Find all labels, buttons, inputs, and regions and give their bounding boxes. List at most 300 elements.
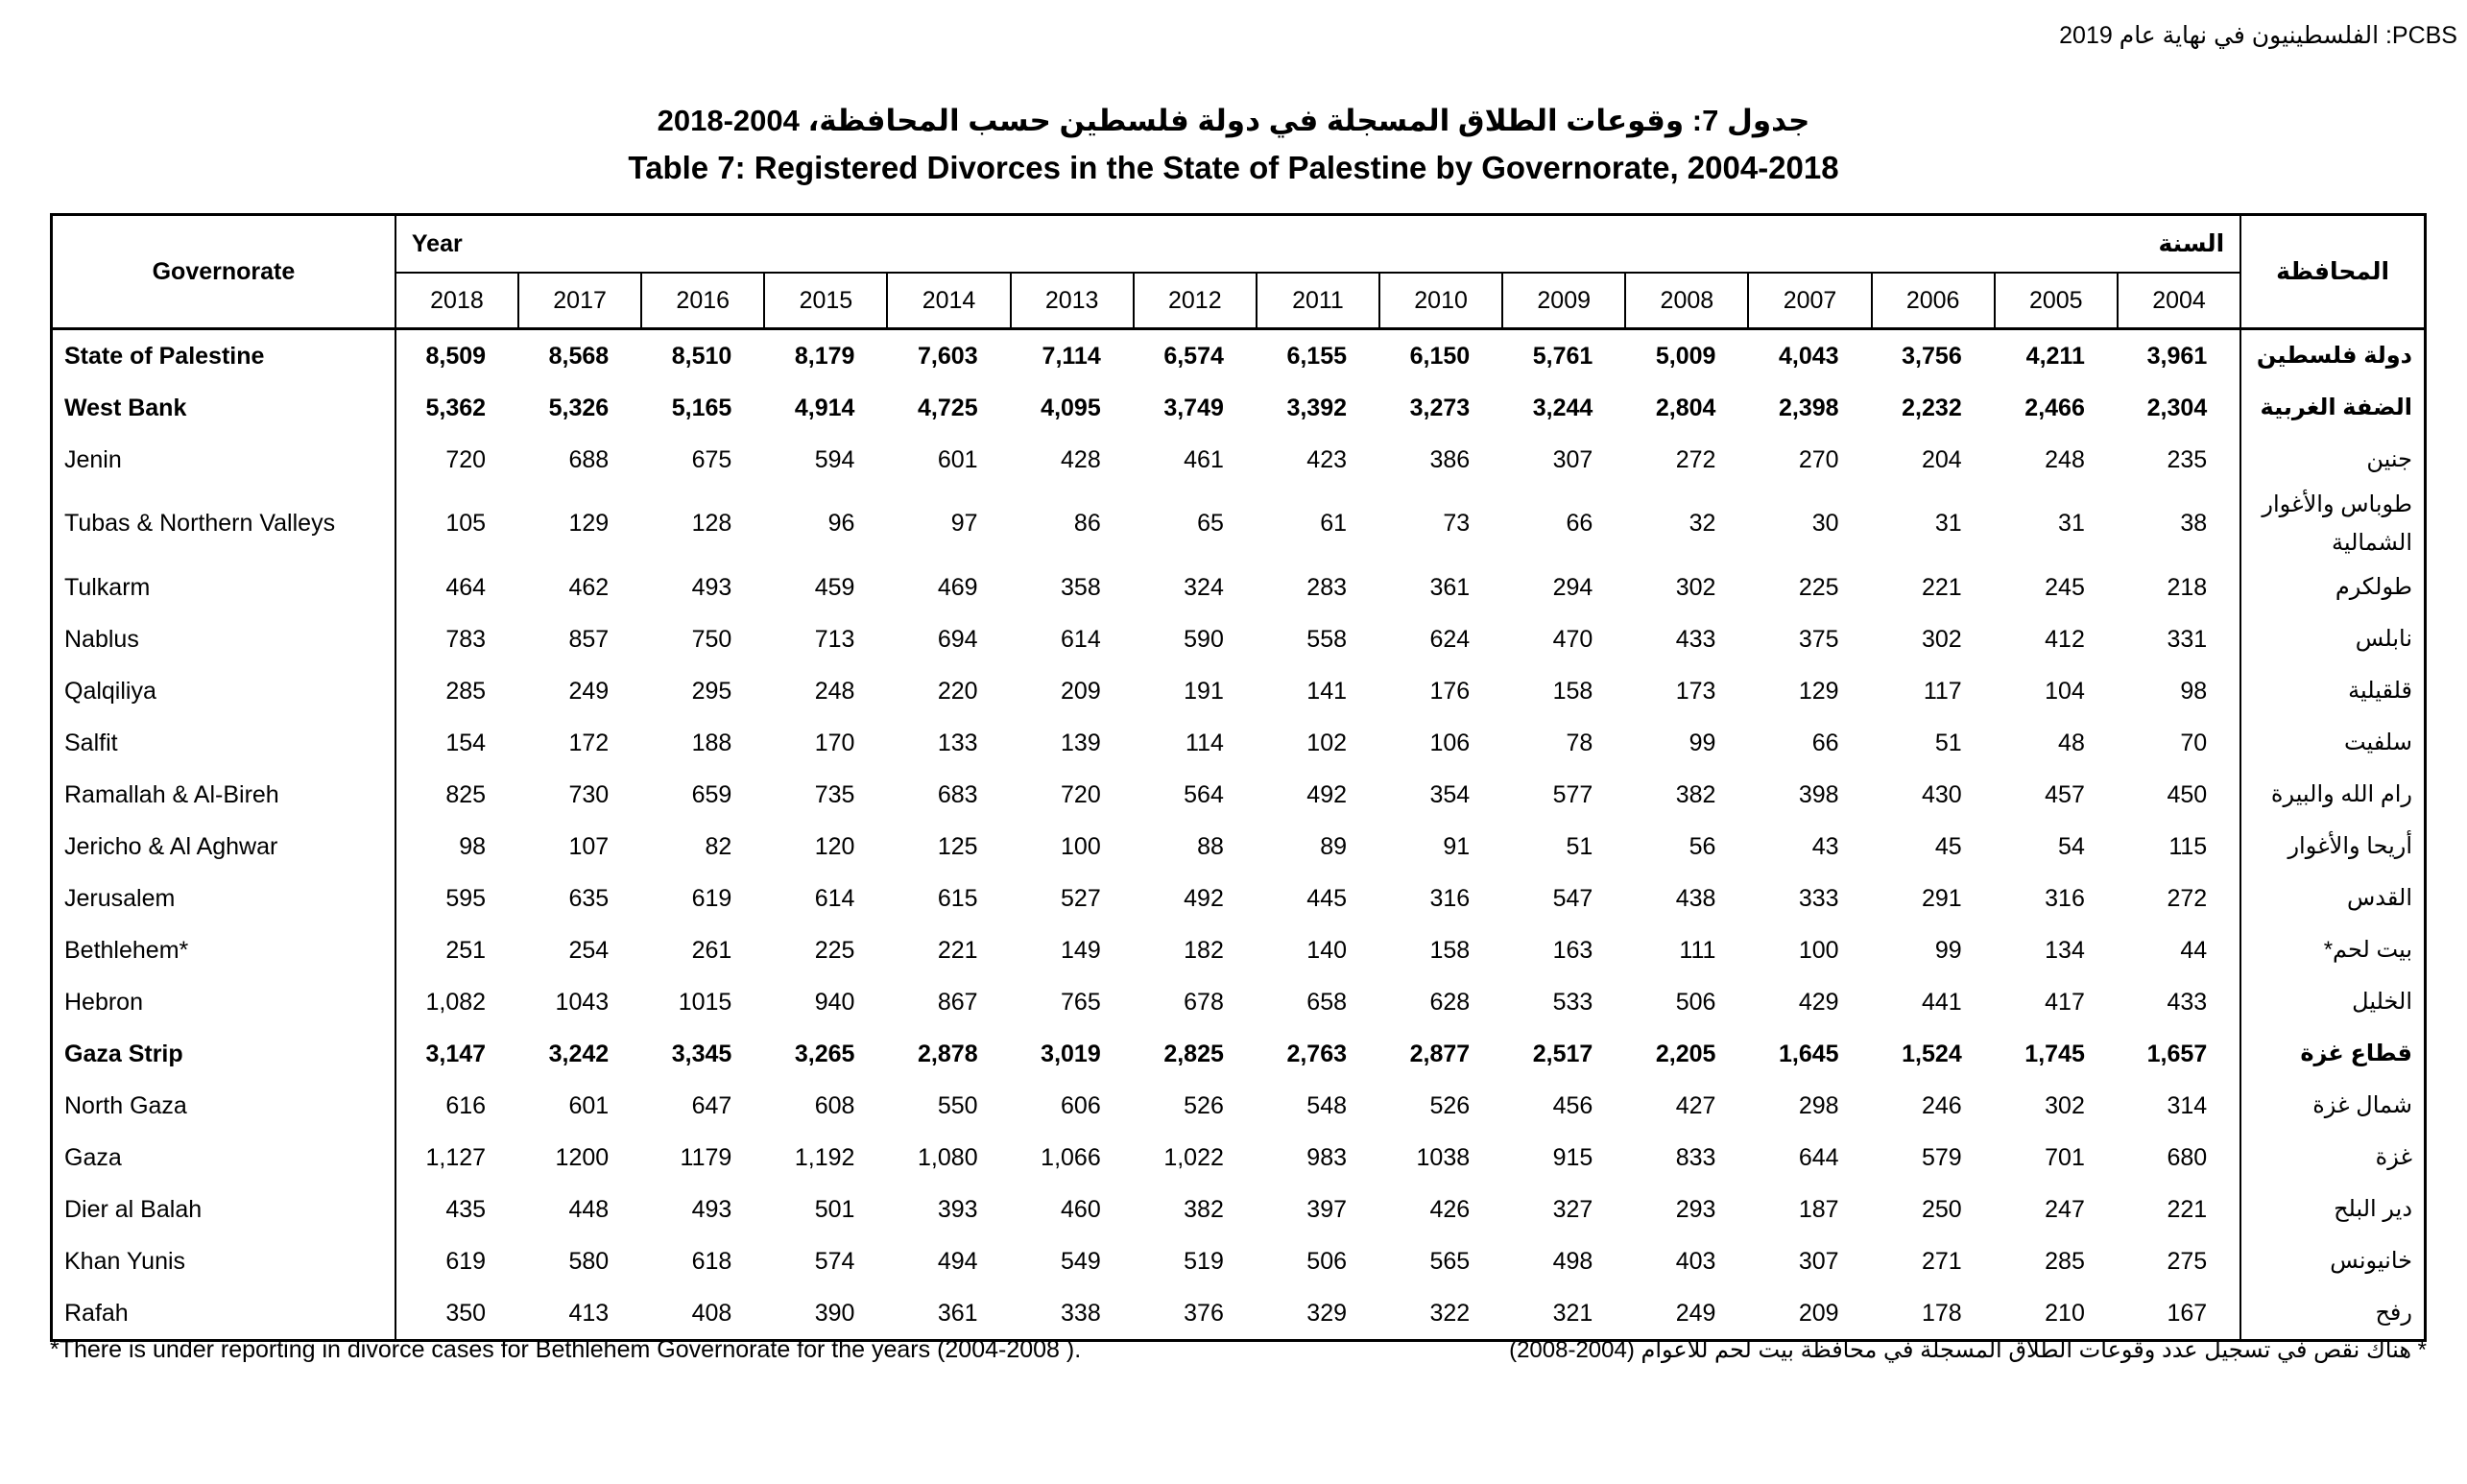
governorate-name-ar: رفح xyxy=(2240,1287,2425,1341)
governorate-name-en: Bethlehem* xyxy=(52,924,395,976)
divorce-count-cell: 506 xyxy=(1675,988,1716,1016)
divorce-count-cell: 398 xyxy=(1798,780,1839,808)
divorce-count-cell: 82 xyxy=(705,832,732,860)
divorce-count-cell: 120 xyxy=(814,832,855,860)
divorce-count-cell: 129 xyxy=(568,510,610,538)
governorate-name-en: Gaza xyxy=(52,1132,395,1184)
divorce-count-cell: 285 xyxy=(2045,1247,2085,1275)
year-header-row xyxy=(52,273,2426,329)
divorce-count-cell: 469 xyxy=(937,573,978,601)
divorce-count-cell: 493 xyxy=(691,573,732,601)
divorce-count-cell: 48 xyxy=(2058,729,2085,756)
divorce-count-cell: 3,147 xyxy=(425,1040,487,1067)
governorate-name-en: Tulkarm xyxy=(52,562,395,613)
divorce-count-cell: 333 xyxy=(1798,884,1839,912)
divorce-count-cell: 91 xyxy=(1443,832,1471,860)
divorce-count-cell: 915 xyxy=(1552,1143,1593,1171)
year-column-header: 2012 xyxy=(1134,273,1257,329)
divorce-count-cell: 327 xyxy=(1552,1195,1593,1223)
table-header xyxy=(52,215,2426,329)
divorce-count-cell: 470 xyxy=(1552,625,1593,653)
table-row xyxy=(52,1080,2426,1132)
year-band-inner xyxy=(396,229,2239,258)
governorate-name-ar: دولة فلسطين xyxy=(2240,329,2425,383)
divorce-count-cell: 393 xyxy=(937,1195,978,1223)
divorce-count-cell: 154 xyxy=(445,729,487,756)
divorce-count-cell: 720 xyxy=(1061,780,1101,808)
divorce-count-cell: 833 xyxy=(1675,1143,1716,1171)
governorate-name-en: Tubas & Northern Valleys xyxy=(52,486,395,562)
divorce-count-cell: 6,150 xyxy=(1409,342,1471,370)
divorce-count-cell: 158 xyxy=(1429,936,1471,964)
divorce-count-cell: 254 xyxy=(568,936,610,964)
divorce-count-cell: 616 xyxy=(445,1091,487,1119)
divorce-count-cell: 102 xyxy=(1306,729,1348,756)
divorce-count-cell: 720 xyxy=(445,445,487,473)
year-band-label-en: Year xyxy=(411,229,463,257)
divorce-count-cell: 3,244 xyxy=(1532,394,1593,421)
divorce-count-cell: 445 xyxy=(1306,884,1348,912)
table-row xyxy=(52,562,2426,613)
divorce-count-cell: 5,009 xyxy=(1655,342,1716,370)
divorces-table xyxy=(50,213,2427,1342)
divorce-count-cell: 99 xyxy=(1934,936,1962,964)
divorce-count-cell: 3,273 xyxy=(1409,394,1471,421)
divorce-count-cell: 66 xyxy=(1566,510,1593,538)
governorate-name-en: West Bank xyxy=(52,382,395,434)
divorce-count-cell: 549 xyxy=(1061,1247,1101,1275)
divorce-count-cell: 98 xyxy=(459,832,487,860)
divorce-count-cell: 248 xyxy=(2045,445,2085,473)
table-row xyxy=(52,382,2426,434)
divorce-count-cell: 114 xyxy=(1186,729,1224,756)
table-row xyxy=(52,329,2426,383)
divorces-table-wrapper xyxy=(50,213,2427,1342)
divorce-count-cell: 6,155 xyxy=(1286,342,1348,370)
divorce-count-cell: 619 xyxy=(691,884,732,912)
divorce-count-cell: 680 xyxy=(2167,1143,2208,1171)
table-row xyxy=(52,665,2426,717)
divorce-count-cell: 526 xyxy=(1429,1091,1471,1119)
divorce-count-cell: 579 xyxy=(1922,1143,1962,1171)
divorce-count-cell: 45 xyxy=(1934,832,1962,860)
divorce-count-cell: 188 xyxy=(691,729,732,756)
divorce-count-cell: 178 xyxy=(1922,1299,1962,1327)
divorce-count-cell: 857 xyxy=(568,625,610,653)
divorce-count-cell: 248 xyxy=(814,677,855,705)
divorce-count-cell: 133 xyxy=(937,729,978,756)
divorce-count-cell: 314 xyxy=(2167,1091,2208,1119)
divorce-count-cell: 450 xyxy=(2167,780,2208,808)
divorce-count-cell: 526 xyxy=(1184,1091,1224,1119)
divorce-count-cell: 408 xyxy=(691,1299,732,1327)
divorce-count-cell: 1,082 xyxy=(425,988,487,1016)
divorce-count-cell: 272 xyxy=(1675,445,1716,473)
governorate-name-en: Dier al Balah xyxy=(52,1184,395,1235)
divorce-count-cell: 3,019 xyxy=(1041,1040,1101,1067)
divorce-count-cell: 590 xyxy=(1184,625,1224,653)
divorce-count-cell: 3,345 xyxy=(671,1040,732,1067)
divorce-count-cell: 316 xyxy=(1429,884,1471,912)
table-row xyxy=(52,821,2426,873)
divorce-count-cell: 825 xyxy=(445,780,487,808)
divorce-count-cell: 730 xyxy=(568,780,610,808)
divorce-count-cell: 1,745 xyxy=(2024,1040,2085,1067)
divorce-count-cell: 659 xyxy=(691,780,732,808)
divorce-count-cell: 361 xyxy=(937,1299,978,1327)
divorce-count-cell: 307 xyxy=(1552,445,1593,473)
divorce-count-cell: 271 xyxy=(1922,1247,1962,1275)
divorce-count-cell: 98 xyxy=(2180,677,2208,705)
divorce-count-cell: 51 xyxy=(1934,729,1962,756)
governorate-name-en: State of Palestine xyxy=(52,329,395,383)
divorce-count-cell: 783 xyxy=(445,625,487,653)
divorce-count-cell: 580 xyxy=(568,1247,610,1275)
divorce-count-cell: 86 xyxy=(1073,510,1101,538)
year-column-header: 2007 xyxy=(1748,273,1871,329)
divorce-count-cell: 492 xyxy=(1306,780,1348,808)
divorce-count-cell: 293 xyxy=(1675,1195,1716,1223)
divorce-count-cell: 1,080 xyxy=(918,1143,978,1171)
divorce-count-cell: 533 xyxy=(1552,988,1593,1016)
divorce-count-cell: 7,603 xyxy=(918,342,978,370)
governorate-name-en: Rafah xyxy=(52,1287,395,1341)
table-body xyxy=(52,329,2426,1341)
divorce-count-cell: 235 xyxy=(2167,445,2208,473)
divorce-count-cell: 225 xyxy=(1798,573,1839,601)
divorce-count-cell: 191 xyxy=(1184,677,1224,705)
divorce-count-cell: 8,509 xyxy=(425,342,487,370)
divorce-count-cell: 204 xyxy=(1922,445,1962,473)
governorate-name-ar: بيت لحم* xyxy=(2240,924,2425,976)
divorce-count-cell: 1,524 xyxy=(1902,1040,1962,1067)
governorate-name-ar: طولكرم xyxy=(2240,562,2425,613)
divorce-count-cell: 139 xyxy=(1061,729,1101,756)
governorate-name-ar: دير البلح xyxy=(2240,1184,2425,1235)
divorce-count-cell: 88 xyxy=(1197,832,1224,860)
governorate-name-ar: أريحا والأغوار xyxy=(2240,821,2425,873)
divorce-count-cell: 61 xyxy=(1320,510,1348,538)
divorce-count-cell: 251 xyxy=(445,936,487,964)
governorate-column-header-arabic: المحافظة xyxy=(2240,215,2425,329)
divorce-count-cell: 459 xyxy=(814,573,855,601)
divorce-count-cell: 38 xyxy=(2180,510,2208,538)
divorce-count-cell: 619 xyxy=(445,1247,487,1275)
divorce-count-cell: 694 xyxy=(937,625,978,653)
divorce-count-cell: 2,232 xyxy=(1902,394,1962,421)
year-column-header: 2010 xyxy=(1379,273,1502,329)
divorce-count-cell: 1,127 xyxy=(425,1143,487,1171)
divorce-count-cell: 2,398 xyxy=(1779,394,1839,421)
divorce-count-cell: 506 xyxy=(1306,1247,1348,1275)
table-row xyxy=(52,717,2426,769)
divorce-count-cell: 210 xyxy=(2045,1299,2085,1327)
divorce-count-cell: 338 xyxy=(1061,1299,1101,1327)
year-column-header: 2005 xyxy=(1995,273,2118,329)
divorce-count-cell: 173 xyxy=(1675,677,1716,705)
divorce-count-cell: 97 xyxy=(950,510,978,538)
divorce-count-cell: 413 xyxy=(568,1299,610,1327)
divorce-count-cell: 750 xyxy=(691,625,732,653)
divorce-count-cell: 3,265 xyxy=(794,1040,855,1067)
table-row xyxy=(52,769,2426,821)
divorce-count-cell: 2,804 xyxy=(1655,394,1716,421)
divorce-count-cell: 43 xyxy=(1811,832,1839,860)
governorate-name-ar: قلقيلية xyxy=(2240,665,2425,717)
divorce-count-cell: 182 xyxy=(1184,936,1224,964)
divorce-count-cell: 307 xyxy=(1798,1247,1839,1275)
divorce-count-cell: 117 xyxy=(1923,677,1962,705)
divorce-count-cell: 577 xyxy=(1552,780,1593,808)
divorce-count-cell: 225 xyxy=(814,936,855,964)
divorce-count-cell: 3,749 xyxy=(1163,394,1224,421)
divorce-count-cell: 295 xyxy=(691,677,732,705)
divorce-count-cell: 163 xyxy=(1552,936,1593,964)
divorce-count-cell: 187 xyxy=(1798,1195,1839,1223)
divorce-count-cell: 574 xyxy=(814,1247,855,1275)
divorce-count-cell: 456 xyxy=(1552,1091,1593,1119)
divorce-count-cell: 2,466 xyxy=(2024,394,2085,421)
governorate-name-en: Qalqiliya xyxy=(52,665,395,717)
divorce-count-cell: 302 xyxy=(2045,1091,2085,1119)
divorce-count-cell: 550 xyxy=(937,1091,978,1119)
footnotes xyxy=(50,1336,2427,1364)
divorce-count-cell: 501 xyxy=(814,1195,855,1223)
divorce-count-cell: 134 xyxy=(2045,936,2085,964)
divorce-count-cell: 354 xyxy=(1429,780,1471,808)
divorce-count-cell: 1200 xyxy=(555,1143,610,1171)
year-column-header: 2015 xyxy=(764,273,887,329)
divorce-count-cell: 247 xyxy=(2045,1195,2085,1223)
header-band-row xyxy=(52,215,2426,274)
divorce-count-cell: 433 xyxy=(2167,988,2208,1016)
divorce-count-cell: 54 xyxy=(2058,832,2085,860)
divorce-count-cell: 270 xyxy=(1798,445,1839,473)
divorce-count-cell: 5,326 xyxy=(548,394,610,421)
governorate-name-ar: طوباس والأغوار الشمالية xyxy=(2240,486,2425,562)
divorce-count-cell: 441 xyxy=(1922,988,1962,1016)
divorce-count-cell: 5,362 xyxy=(425,394,487,421)
divorce-count-cell: 1,022 xyxy=(1163,1143,1224,1171)
divorce-count-cell: 170 xyxy=(814,729,855,756)
divorce-count-cell: 2,517 xyxy=(1532,1040,1593,1067)
divorce-count-cell: 51 xyxy=(1566,832,1593,860)
divorce-count-cell: 601 xyxy=(937,445,978,473)
divorce-count-cell: 4,095 xyxy=(1041,394,1101,421)
divorce-count-cell: 221 xyxy=(2167,1195,2208,1223)
year-band-cell xyxy=(395,215,2240,274)
divorce-count-cell: 558 xyxy=(1306,625,1348,653)
divorce-count-cell: 519 xyxy=(1184,1247,1224,1275)
divorce-count-cell: 375 xyxy=(1798,625,1839,653)
divorce-count-cell: 96 xyxy=(827,510,855,538)
divorce-count-cell: 713 xyxy=(814,625,855,653)
divorce-count-cell: 149 xyxy=(1061,936,1101,964)
governorate-name-ar: قطاع غزة xyxy=(2240,1028,2425,1080)
divorce-count-cell: 448 xyxy=(568,1195,610,1223)
year-column-header: 2014 xyxy=(887,273,1010,329)
divorce-count-cell: 615 xyxy=(937,884,978,912)
governorate-name-ar: القدس xyxy=(2240,873,2425,924)
divorce-count-cell: 115 xyxy=(2168,832,2208,860)
divorce-count-cell: 3,242 xyxy=(548,1040,610,1067)
table-title-arabic: جدول 7: وقوعات الطلاق المسجلة في دولة فلسطين حسب المحافظة، 2004-2018 xyxy=(657,104,1810,137)
divorce-count-cell: 261 xyxy=(691,936,732,964)
divorce-count-cell: 104 xyxy=(2045,677,2085,705)
divorce-count-cell: 8,510 xyxy=(671,342,732,370)
year-column-header: 2011 xyxy=(1257,273,1379,329)
divorce-count-cell: 283 xyxy=(1306,573,1348,601)
divorce-count-cell: 412 xyxy=(2045,625,2085,653)
divorce-count-cell: 595 xyxy=(445,884,487,912)
divorce-count-cell: 427 xyxy=(1675,1091,1716,1119)
divorce-count-cell: 492 xyxy=(1184,884,1224,912)
governorate-name-ar: الخليل xyxy=(2240,976,2425,1028)
divorce-count-cell: 2,205 xyxy=(1655,1040,1716,1067)
governorate-name-ar: الضفة الغربية xyxy=(2240,382,2425,434)
divorce-count-cell: 30 xyxy=(1811,510,1839,538)
divorce-count-cell: 89 xyxy=(1320,832,1348,860)
divorce-count-cell: 8,568 xyxy=(548,342,610,370)
divorce-count-cell: 382 xyxy=(1184,1195,1224,1223)
divorce-count-cell: 438 xyxy=(1675,884,1716,912)
divorce-count-cell: 78 xyxy=(1566,729,1593,756)
divorce-count-cell: 417 xyxy=(2045,988,2085,1016)
divorce-count-cell: 172 xyxy=(568,729,610,756)
divorce-count-cell: 430 xyxy=(1922,780,1962,808)
divorce-count-cell: 302 xyxy=(1675,573,1716,601)
divorce-count-cell: 245 xyxy=(2045,573,2085,601)
divorce-count-cell: 564 xyxy=(1184,780,1224,808)
governorate-name-en: Jericho & Al Aghwar xyxy=(52,821,395,873)
divorce-count-cell: 390 xyxy=(814,1299,855,1327)
governorate-name-en: Hebron xyxy=(52,976,395,1028)
divorce-count-cell: 44 xyxy=(2180,936,2208,964)
divorce-count-cell: 635 xyxy=(568,884,610,912)
governorate-name-ar: غزة xyxy=(2240,1132,2425,1184)
divorce-count-cell: 125 xyxy=(937,832,978,860)
year-band-label-ar: السنة xyxy=(2158,230,2225,257)
divorce-count-cell: 7,114 xyxy=(1042,342,1101,370)
divorce-count-cell: 250 xyxy=(1922,1195,1962,1223)
divorce-count-cell: 6,574 xyxy=(1163,342,1224,370)
divorce-count-cell: 316 xyxy=(2045,884,2085,912)
divorce-count-cell: 73 xyxy=(1443,510,1471,538)
divorce-count-cell: 675 xyxy=(691,445,732,473)
divorce-count-cell: 429 xyxy=(1798,988,1839,1016)
divorce-count-cell: 1015 xyxy=(678,988,732,1016)
divorce-count-cell: 321 xyxy=(1552,1299,1593,1327)
governorate-name-en: Salfit xyxy=(52,717,395,769)
divorce-count-cell: 940 xyxy=(814,988,855,1016)
divorce-count-cell: 107 xyxy=(568,832,610,860)
divorce-count-cell: 461 xyxy=(1184,445,1224,473)
year-column-header: 2013 xyxy=(1011,273,1134,329)
divorce-count-cell: 426 xyxy=(1429,1195,1471,1223)
footnote-arabic: * هناك نقص في تسجيل عدد وقوعات الطلاق المسجلة في محافظة بيت لحم للاعوام (2004-2008) xyxy=(1509,1337,2427,1363)
divorce-count-cell: 1,645 xyxy=(1779,1040,1839,1067)
divorce-count-cell: 735 xyxy=(814,780,855,808)
divorce-count-cell: 1043 xyxy=(555,988,610,1016)
divorce-count-cell: 460 xyxy=(1061,1195,1101,1223)
divorce-count-cell: 294 xyxy=(1552,573,1593,601)
table-row xyxy=(52,1028,2426,1080)
divorce-count-cell: 678 xyxy=(1184,988,1224,1016)
divorce-count-cell: 688 xyxy=(568,445,610,473)
year-column-header: 2008 xyxy=(1625,273,1748,329)
divorce-count-cell: 31 xyxy=(2058,510,2085,538)
divorce-count-cell: 100 xyxy=(1798,936,1839,964)
divorce-count-cell: 765 xyxy=(1061,988,1101,1016)
divorce-count-cell: 614 xyxy=(814,884,855,912)
table-row xyxy=(52,1132,2426,1184)
divorce-count-cell: 647 xyxy=(691,1091,732,1119)
divorce-count-cell: 220 xyxy=(937,677,978,705)
divorce-count-cell: 167 xyxy=(2167,1299,2208,1327)
divorce-count-cell: 141 xyxy=(1306,677,1348,705)
title-block xyxy=(0,104,2467,186)
divorce-count-cell: 291 xyxy=(1922,884,1962,912)
table-row xyxy=(52,613,2426,665)
divorce-count-cell: 106 xyxy=(1429,729,1471,756)
divorce-count-cell: 493 xyxy=(691,1195,732,1223)
divorce-count-cell: 218 xyxy=(2167,573,2208,601)
governorate-name-ar: جنين xyxy=(2240,434,2425,486)
divorce-count-cell: 594 xyxy=(814,445,855,473)
divorce-count-cell: 624 xyxy=(1429,625,1471,653)
divorce-count-cell: 302 xyxy=(1922,625,1962,653)
divorce-count-cell: 322 xyxy=(1429,1299,1471,1327)
divorce-count-cell: 66 xyxy=(1811,729,1839,756)
table-row xyxy=(52,873,2426,924)
divorce-count-cell: 565 xyxy=(1429,1247,1471,1275)
divorce-count-cell: 423 xyxy=(1306,445,1348,473)
divorce-count-cell: 32 xyxy=(1689,510,1716,538)
table-row xyxy=(52,486,2426,562)
divorce-count-cell: 618 xyxy=(691,1247,732,1275)
divorce-count-cell: 209 xyxy=(1798,1299,1839,1327)
divorce-count-cell: 4,211 xyxy=(2025,342,2085,370)
divorce-count-cell: 140 xyxy=(1306,936,1348,964)
divorce-count-cell: 2,304 xyxy=(2146,394,2208,421)
divorce-count-cell: 1038 xyxy=(1416,1143,1471,1171)
governorate-name-en: North Gaza xyxy=(52,1080,395,1132)
divorce-count-cell: 5,761 xyxy=(1532,342,1593,370)
divorce-count-cell: 397 xyxy=(1306,1195,1348,1223)
divorce-count-cell: 428 xyxy=(1061,445,1101,473)
divorce-count-cell: 2,877 xyxy=(1409,1040,1471,1067)
year-column-header: 2016 xyxy=(641,273,764,329)
divorce-count-cell: 433 xyxy=(1675,625,1716,653)
year-column-header: 2017 xyxy=(518,273,641,329)
divorce-count-cell: 298 xyxy=(1798,1091,1839,1119)
table-row xyxy=(52,924,2426,976)
footnote-english: *There is under reporting in divorce cases for Bethlehem Governorate for the years (2004-2008 ). xyxy=(50,1336,1082,1363)
divorce-count-cell: 457 xyxy=(2045,780,2085,808)
divorce-count-cell: 209 xyxy=(1061,677,1101,705)
year-column-header: 2006 xyxy=(1872,273,1995,329)
divorce-count-cell: 31 xyxy=(1934,510,1962,538)
divorce-count-cell: 403 xyxy=(1675,1247,1716,1275)
governorate-name-ar: خانيونس xyxy=(2240,1235,2425,1287)
divorce-count-cell: 498 xyxy=(1552,1247,1593,1275)
governorate-name-en: Ramallah & Al-Bireh xyxy=(52,769,395,821)
divorce-count-cell: 3,392 xyxy=(1286,394,1348,421)
table-row xyxy=(52,976,2426,1028)
governorate-name-ar: سلفيت xyxy=(2240,717,2425,769)
source-note: PCBS: الفلسطينيون في نهاية عام 2019 xyxy=(2059,22,2457,49)
table-row xyxy=(52,434,2426,486)
